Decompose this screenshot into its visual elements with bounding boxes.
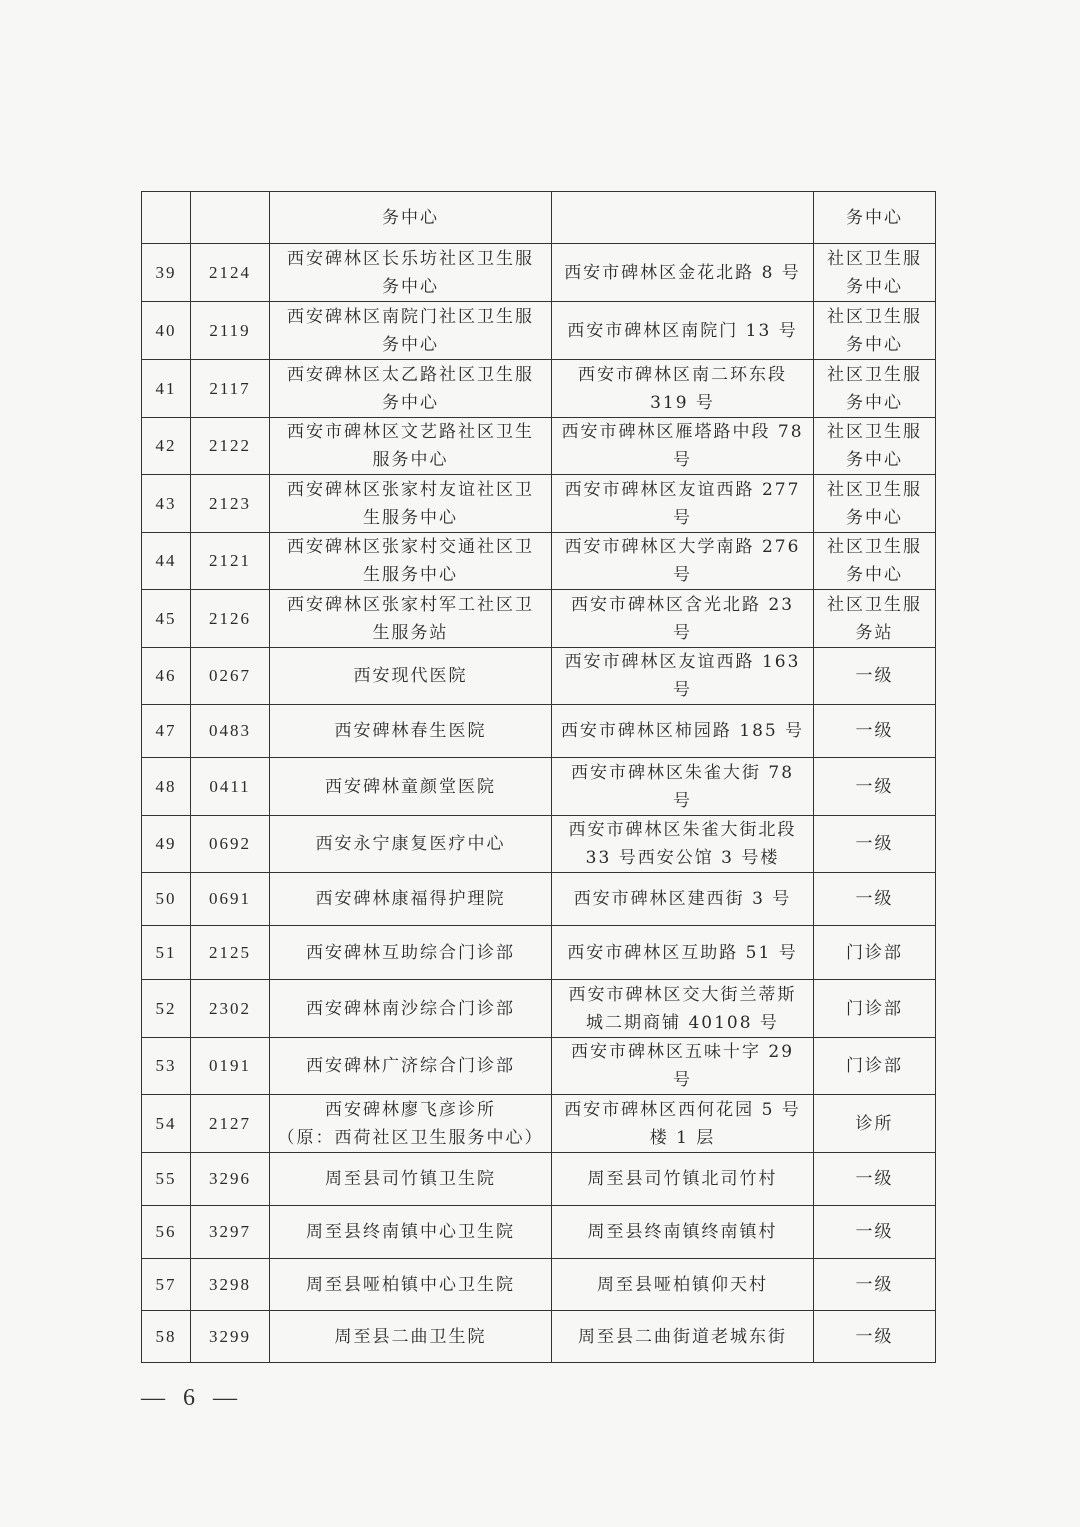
institution-code: 2127	[191, 1095, 270, 1153]
row-number: 54	[142, 1095, 191, 1153]
institution-type: 社区卫生服 务站	[814, 590, 936, 648]
institution-name: 西安碑林区太乙路社区卫生服 务中心	[270, 360, 552, 418]
row-number: 58	[142, 1311, 191, 1363]
row-number: 40	[142, 302, 191, 360]
institution-code: 0692	[191, 816, 270, 873]
institution-type: 社区卫生服 务中心	[814, 360, 936, 418]
institution-type: 一级	[814, 1206, 936, 1259]
institution-code: 3299	[191, 1311, 270, 1363]
institution-address: 西安市碑林区互助路 51 号	[552, 926, 814, 980]
institution-code	[191, 192, 270, 244]
institution-name: 周至县哑柏镇中心卫生院	[270, 1259, 552, 1311]
institution-code: 2119	[191, 302, 270, 360]
institution-name: 西安碑林康福得护理院	[270, 873, 552, 926]
row-number: 55	[142, 1153, 191, 1206]
table-row	[142, 418, 936, 475]
table-row	[142, 302, 936, 360]
institution-name: 西安碑林互助综合门诊部	[270, 926, 552, 980]
institution-type: 社区卫生服 务中心	[814, 418, 936, 475]
table-row	[142, 1095, 936, 1153]
institution-type: 一级	[814, 1311, 936, 1363]
institution-address	[552, 192, 814, 244]
institution-address: 西安市碑林区西何花园 5 号 楼 1 层	[552, 1095, 814, 1153]
institution-code: 0691	[191, 873, 270, 926]
institution-address: 西安市碑林区友谊西路 163 号	[552, 648, 814, 705]
institution-name: 西安碑林区长乐坊社区卫生服 务中心	[270, 244, 552, 302]
institution-name: 西安碑林区张家村军工社区卫 生服务站	[270, 590, 552, 648]
table-row	[142, 244, 936, 302]
row-number: 50	[142, 873, 191, 926]
institution-name: 西安碑林广济综合门诊部	[270, 1038, 552, 1095]
institution-code: 2124	[191, 244, 270, 302]
row-number: 52	[142, 980, 191, 1038]
institution-address: 周至县哑柏镇仰天村	[552, 1259, 814, 1311]
institution-address: 西安市碑林区大学南路 276 号	[552, 533, 814, 590]
institution-type: 一级	[814, 873, 936, 926]
institution-type: 一级	[814, 758, 936, 816]
table-row	[142, 1259, 936, 1311]
institution-type: 务中心	[814, 192, 936, 244]
institution-code: 2302	[191, 980, 270, 1038]
row-number: 41	[142, 360, 191, 418]
institution-type: 社区卫生服 务中心	[814, 302, 936, 360]
institution-type: 一级	[814, 648, 936, 705]
institution-address: 西安市碑林区南二环东段 319 号	[552, 360, 814, 418]
row-number: 46	[142, 648, 191, 705]
institution-type: 门诊部	[814, 926, 936, 980]
table-row	[142, 590, 936, 648]
institution-name: 西安现代医院	[270, 648, 552, 705]
institution-code: 2125	[191, 926, 270, 980]
table-row	[142, 192, 936, 244]
institution-name: 西安市碑林区文艺路社区卫生 服务中心	[270, 418, 552, 475]
row-number: 48	[142, 758, 191, 816]
institution-name: 务中心	[270, 192, 552, 244]
institution-name: 周至县二曲卫生院	[270, 1311, 552, 1363]
institution-type: 诊所	[814, 1095, 936, 1153]
table-row	[142, 1153, 936, 1206]
institution-address: 周至县二曲街道老城东街	[552, 1311, 814, 1363]
institution-type: 一级	[814, 1153, 936, 1206]
institution-code: 0191	[191, 1038, 270, 1095]
institution-address: 周至县终南镇终南镇村	[552, 1206, 814, 1259]
institution-name: 西安碑林区张家村友谊社区卫 生服务中心	[270, 475, 552, 533]
institution-address: 西安市碑林区交大街兰蒂斯 城二期商铺 40108 号	[552, 980, 814, 1038]
institution-name: 西安碑林童颜堂医院	[270, 758, 552, 816]
institution-code: 0483	[191, 705, 270, 758]
institution-code: 3297	[191, 1206, 270, 1259]
institution-type: 门诊部	[814, 1038, 936, 1095]
institution-address: 西安市碑林区建西街 3 号	[552, 873, 814, 926]
institution-name: 西安碑林春生医院	[270, 705, 552, 758]
institution-address: 西安市碑林区朱雀大街 78 号	[552, 758, 814, 816]
institution-name: 西安碑林区张家村交通社区卫 生服务中心	[270, 533, 552, 590]
institution-address: 西安市碑林区五味十字 29 号	[552, 1038, 814, 1095]
table-row	[142, 980, 936, 1038]
institution-code: 0411	[191, 758, 270, 816]
row-number: 43	[142, 475, 191, 533]
institution-code: 2121	[191, 533, 270, 590]
institution-type: 门诊部	[814, 980, 936, 1038]
institution-type: 社区卫生服 务中心	[814, 475, 936, 533]
table-body	[142, 192, 936, 1363]
row-number: 51	[142, 926, 191, 980]
table-row	[142, 360, 936, 418]
institution-address: 周至县司竹镇北司竹村	[552, 1153, 814, 1206]
institution-code: 2117	[191, 360, 270, 418]
institution-code: 2126	[191, 590, 270, 648]
row-number	[142, 192, 191, 244]
table-row	[142, 705, 936, 758]
institution-type: 一级	[814, 816, 936, 873]
institution-name: 西安永宁康复医疗中心	[270, 816, 552, 873]
institution-name: 西安碑林区南院门社区卫生服 务中心	[270, 302, 552, 360]
table-row	[142, 475, 936, 533]
table-row	[142, 816, 936, 873]
institution-address: 西安市碑林区友谊西路 277 号	[552, 475, 814, 533]
institution-address: 西安市碑林区雁塔路中段 78 号	[552, 418, 814, 475]
row-number: 57	[142, 1259, 191, 1311]
row-number: 56	[142, 1206, 191, 1259]
institution-name: 周至县司竹镇卫生院	[270, 1153, 552, 1206]
institution-code: 3298	[191, 1259, 270, 1311]
institution-address: 西安市碑林区金花北路 8 号	[552, 244, 814, 302]
table-row	[142, 873, 936, 926]
row-number: 42	[142, 418, 191, 475]
table-row	[142, 648, 936, 705]
institution-code: 3296	[191, 1153, 270, 1206]
row-number: 44	[142, 533, 191, 590]
page-number: — 6 —	[141, 1385, 243, 1411]
row-number: 45	[142, 590, 191, 648]
institution-address: 西安市碑林区朱雀大街北段 33 号西安公馆 3 号楼	[552, 816, 814, 873]
institution-type: 一级	[814, 705, 936, 758]
institution-name: 周至县终南镇中心卫生院	[270, 1206, 552, 1259]
row-number: 53	[142, 1038, 191, 1095]
institution-address: 西安市碑林区含光北路 23 号	[552, 590, 814, 648]
institution-name: 西安碑林廖飞彦诊所 （原：西荷社区卫生服务中心）	[270, 1095, 552, 1153]
institution-code: 0267	[191, 648, 270, 705]
institution-code: 2123	[191, 475, 270, 533]
institution-type: 社区卫生服 务中心	[814, 533, 936, 590]
institution-table	[141, 191, 936, 1363]
table-row	[142, 533, 936, 590]
table-row	[142, 1311, 936, 1363]
table-row	[142, 758, 936, 816]
table-row	[142, 1038, 936, 1095]
institution-code: 2122	[191, 418, 270, 475]
institution-address: 西安市碑林区柿园路 185 号	[552, 705, 814, 758]
institution-address: 西安市碑林区南院门 13 号	[552, 302, 814, 360]
table-row	[142, 1206, 936, 1259]
institution-type: 一级	[814, 1259, 936, 1311]
table-row	[142, 926, 936, 980]
row-number: 39	[142, 244, 191, 302]
institution-name: 西安碑林南沙综合门诊部	[270, 980, 552, 1038]
institution-type: 社区卫生服 务中心	[814, 244, 936, 302]
row-number: 49	[142, 816, 191, 873]
row-number: 47	[142, 705, 191, 758]
